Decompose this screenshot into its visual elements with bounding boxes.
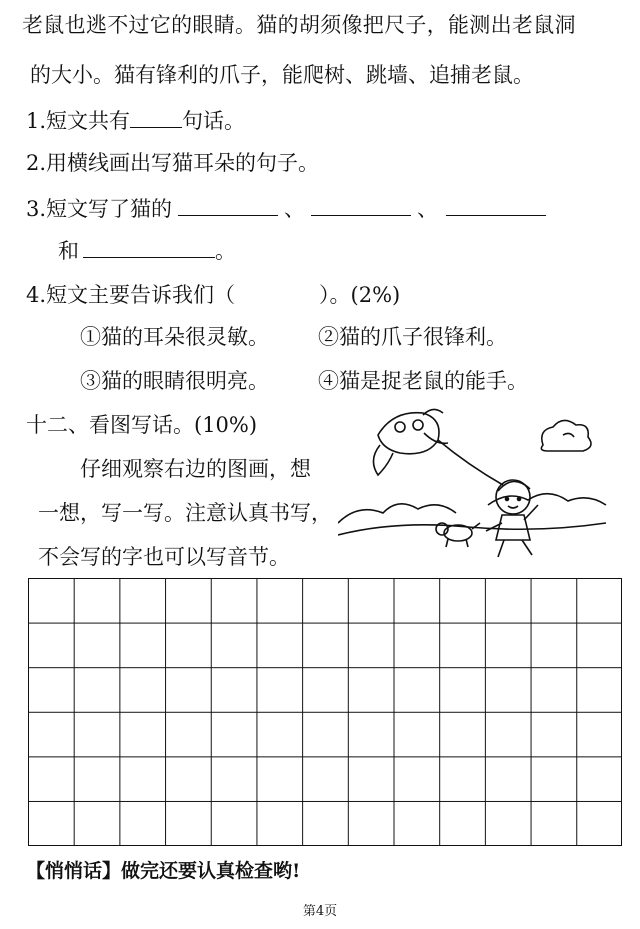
q4-option-4[interactable]: ④猫是捉老鼠的能手。 (318, 369, 528, 393)
question-3 (26, 196, 546, 222)
writing-grid[interactable] (28, 578, 622, 846)
question-3-cont (58, 238, 236, 264)
section-12-instruction-2: 一想，写一写。注意认真书写， (38, 501, 332, 525)
child-icon (486, 480, 538, 557)
q3-answer-blank-3[interactable] (446, 197, 546, 216)
section-12-instruction-3: 不会写的字也可以写音节。 (38, 545, 290, 569)
q4-option-2[interactable]: ②猫的爪子很锋利。 (318, 325, 507, 349)
q1-prefix: 1.短文共有 (26, 109, 131, 133)
cloud-icon (541, 420, 591, 451)
q3-answer-blank-1[interactable] (178, 197, 278, 216)
section-12-instruction-1: 仔细观察右边的图画，想 (80, 457, 311, 481)
question-2: 2.用横线画出写猫耳朵的句子。 (26, 151, 320, 175)
page-number: 第4页 (302, 904, 338, 919)
q3-separator-2: 、 (417, 197, 439, 221)
kite-icon (373, 409, 503, 485)
section-12-title: 十二、看图写话。(10%) (26, 413, 258, 437)
q3-answer-blank-4[interactable] (83, 239, 215, 258)
q3-separator-1: 、 (284, 197, 306, 221)
q1-suffix: 句话。 (182, 109, 246, 133)
bush-icon (338, 504, 456, 523)
q3-prefix: 3.短文写了猫的 (26, 197, 173, 221)
q3-and: 和 (58, 239, 79, 263)
q1-answer-blank[interactable] (130, 109, 182, 128)
tip-text: 【悄悄话】做完还要认真检查哟! (26, 860, 301, 882)
q3-answer-blank-2[interactable] (311, 197, 411, 216)
question-1 (26, 108, 245, 134)
kite-child-illustration (338, 405, 608, 570)
q4-option-3[interactable]: ③猫的眼睛很明亮。 (80, 369, 269, 393)
q4-option-1[interactable]: ①猫的耳朵很灵敏。 (80, 325, 269, 349)
passage-line-1: 老鼠也逃不过它的眼睛。猫的胡须像把尺子，能测出老鼠洞 (22, 13, 576, 37)
passage-line-2: 的大小。猫有锋利的爪子，能爬树、跳墙、追捕老鼠。 (30, 63, 534, 87)
question-4: 4.短文主要告诉我们（ ）。(2%) (26, 283, 401, 307)
q3-end: 。 (215, 239, 236, 263)
